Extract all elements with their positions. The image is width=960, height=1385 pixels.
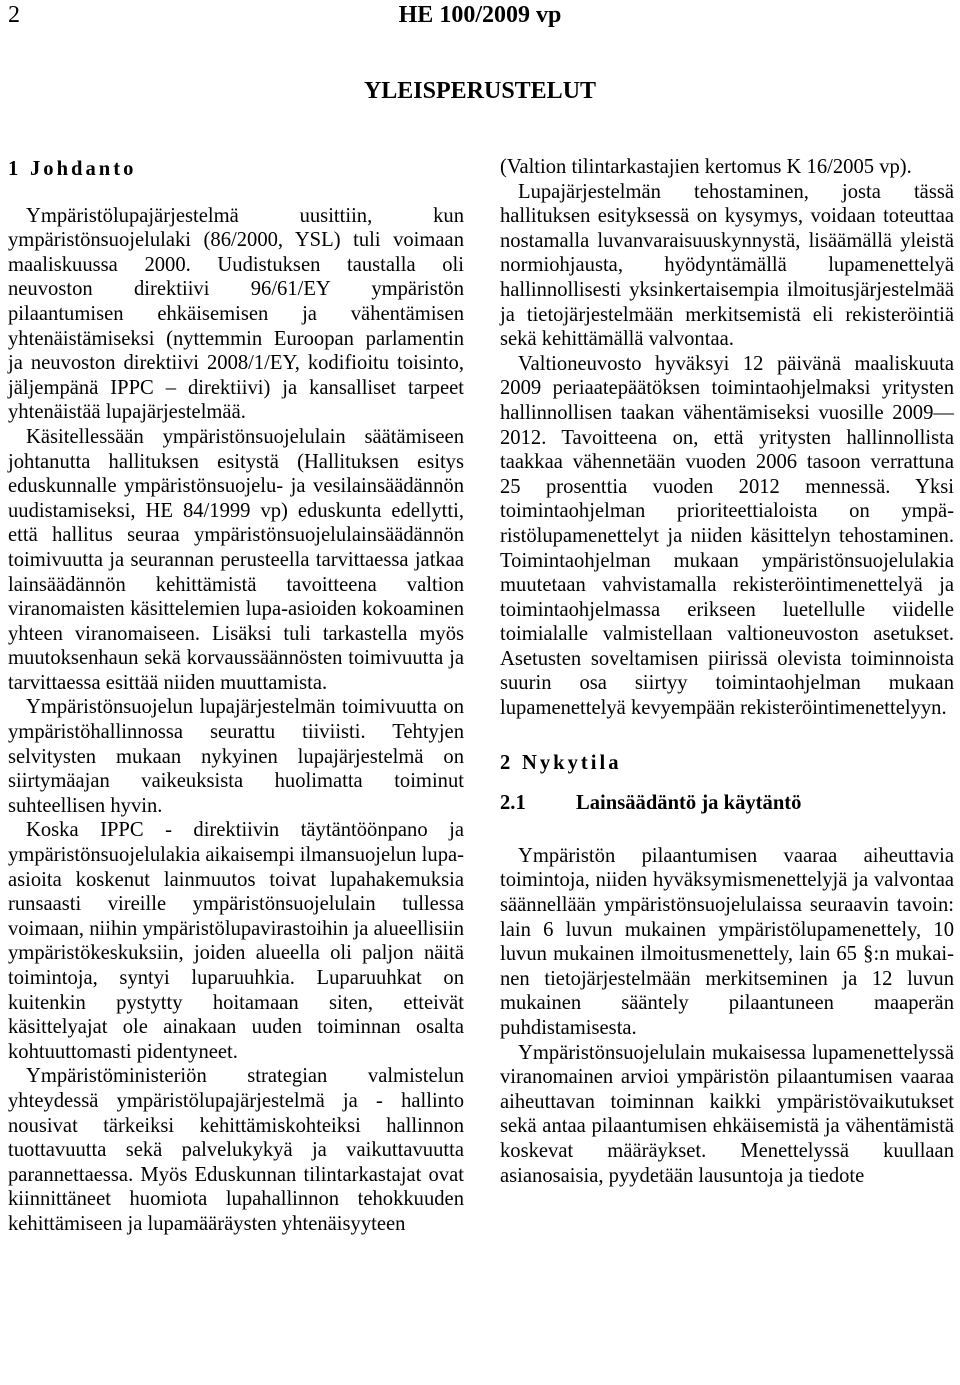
- paragraph: Ympäristöministeriön strategian valmistelun yhteydessä ympäristölupajärjestelmä ja - hallinto nousivat tärkeiksi kehittämiskohteiksi hallinnon tuottavuutta sekä palvelukykyä ja vaikuttavuutta parannettaessa. Myös Eduskunnan tilintarkastajat ovat kiinnittäneet huomiota lupahallinnon tehokkuuden kehittämiseen ja lupamääräysten yhtenäisyyteen: [8, 1065, 464, 1235]
- chapter-number: 2: [500, 751, 511, 774]
- subsection-number: 2.1: [500, 792, 526, 815]
- page-number: 2: [8, 2, 20, 28]
- paragraph-continuation: (Valtion tilintarkastajien kertomus K 16/2005 vp).: [500, 156, 912, 178]
- paragraph: Ympäristölupajärjestelmä uusittiin, kun ympäristönsuojelulaki (86/2000, YSL) tuli voimaan maaliskuussa 2000. Uudistuksen taustalla oli neuvoston direktiivi 96/61/EY ympäristön pilaantumisen ehkäisemisen ja vähentämisen yhtenäistämiseksi (nyttemmin Euroopan parlamentin ja neuvoston direktiivi 2008/1/EY, kodifioitu toisinto, jäljempänä IPPC – direktiivi) ja kansalliset tarpeet yhtenäistää lupajärjestelmää.: [8, 204, 464, 424]
- chapter-heading-nykytila: [500, 751, 954, 776]
- chapter-heading-johdanto: [8, 157, 464, 182]
- paragraph: Ympäristönsuojelulain mukaisessa lupamenettelyssä viranomainen arvioi ympäristön pilaantumisen vaaraa aiheuttavan toiminnan kaikki ympäristövaikutukset sekä antaa pilaantumisen ehkäisemistä ja vähentämistä koskevat määräykset. Menettelyssä kuullaan asianosaisia, pyydetään lausuntoja ja tiedote: [500, 1041, 954, 1187]
- paragraph: Lupajärjestelmän tehostaminen, josta tässä hallituksen esityksessä on kysymys, voidaan toteuttaa nostamalla luvanvaraisuuskynnystä, lisäämällä yleistä normiohjausta, hyödyntämällä lupamenettelyä hallinnollisesti yksinkertaisempia ilmoitusjärjestelmää ja tietojärjestelmään merkitsemistä eli rekisteröintiä sekä kehittämällä valvontaa.: [500, 180, 954, 351]
- paragraph: Käsitellessään ympäristönsuojelulain säätämiseen johtanutta hallituksen esitystä (Hallituksen esitys eduskunnalle ympäristönsuojelu- ja vesilainsäädännön uudistamiseksi, HE 84/1999 vp) eduskunta edellytti, että hallitus seuraa ympäristönsuojelulainsäädännön toimivuutta ja seurannan perusteella tarvittaessa jatkaa lainsäädännön kehittämistä tavoitteena valtion viranomaisten käsittelemien lupa-asioiden kokoaminen yhteen viranomaiseen. Lisäksi tuli tarkastella myös muutoksenhaun sekä korvaussäännösten toimivuutta ja tarvittaessa esittää niiden muuttamista.: [8, 425, 464, 694]
- subsection-heading: [500, 791, 954, 816]
- chapter-number: 1: [8, 158, 19, 180]
- left-column: [8, 155, 464, 1237]
- subsection-title: Lainsäädäntö ja käytäntö: [576, 792, 802, 815]
- document-id: HE 100/2009 vp: [398, 2, 562, 28]
- paragraph: Ympäristönsuojelun lupajärjestelmän toimivuutta on ympäristöhallinnossa seurattu tiiviisti. Tehtyjen selvitysten mukaan nykyinen lupajärjestelmä on siirtymäajan vaikeuksista huolimatta toiminut suhteellisen hyvin.: [8, 696, 464, 817]
- chapter-title: Johdanto: [30, 158, 137, 180]
- paragraph: Ympäristön pilaantumisen vaaraa aiheuttavia toimintoja, niiden hyväksymismenettelyjä ja valvontaa säännellään ympäristönsuojelulaissa seuraavin tavoin: lain 6 luvun mukainen ympäristölupamenettely, 10 luvun mukainen ilmoitusmenettely, lain 65 §:n mukainen tietojärjestelmään merkitseminen ja 12 luvun mukainen sääntely pilaantuneen maaperän puhdistamisesta.: [500, 844, 954, 1039]
- right-column: [500, 155, 954, 1188]
- paragraph: Koska IPPC - direktiivin täytäntöönpano ja ympäristönsuojelulakia aikaisempi ilmansuojelun lupa-asioita koskenut lainmuutos toivat lupahakemuksia runsaasti vireille ympäristönsuojelulain tullessa voimaan, niihin ympäristölupavirastoihin ja alueellisiin ympäristökeskuksiin, joiden alueella oli paljon näitä toimintoja, syntyi luparuuhkia. Luparuuhkat on kuitenkin pystytty hoitamaan siten, etteivät käsittelyajat ole ainakaan uuden toiminnan osalta kohtuuttomasti pidentyneet.: [8, 819, 464, 1063]
- paragraph: Valtioneuvosto hyväksyi 12 päivänä maaliskuuta 2009 periaatepäätöksen toimintaohjelmaksi yritysten hallinnollisen taakan vähentämiseksi vuosille 2009—2012. Tavoitteena on, että yritysten hallinnollista taakkaa vähennetään vuoden 2006 tasoon verrattuna 25 prosenttia vuoden 2012 mennessä. Yksi toimintaohjelman prioriteettialoista on ympäristölupamenettelyt ja niiden käsittelyn tehostaminen. Toimintaohjelman mukaan ympäristönsuojelulakia muutetaan vahvistamalla rekisteröintimenettelyä ja toimintaohjelmassa erikseen luetellulle viidelle toimialalle valmistellaan valtioneuvoston asetukset. Asetusten soveltamisen piirissä olevista toiminnoista suurin osa siirtyy toimintaohjelman mukaan lupamenettelyä kevyempään rekisteröintimenettelyyn.: [500, 352, 954, 720]
- section-title: YLEISPERUSTELUT: [363, 78, 597, 104]
- chapter-title: Nykytila: [522, 751, 622, 774]
